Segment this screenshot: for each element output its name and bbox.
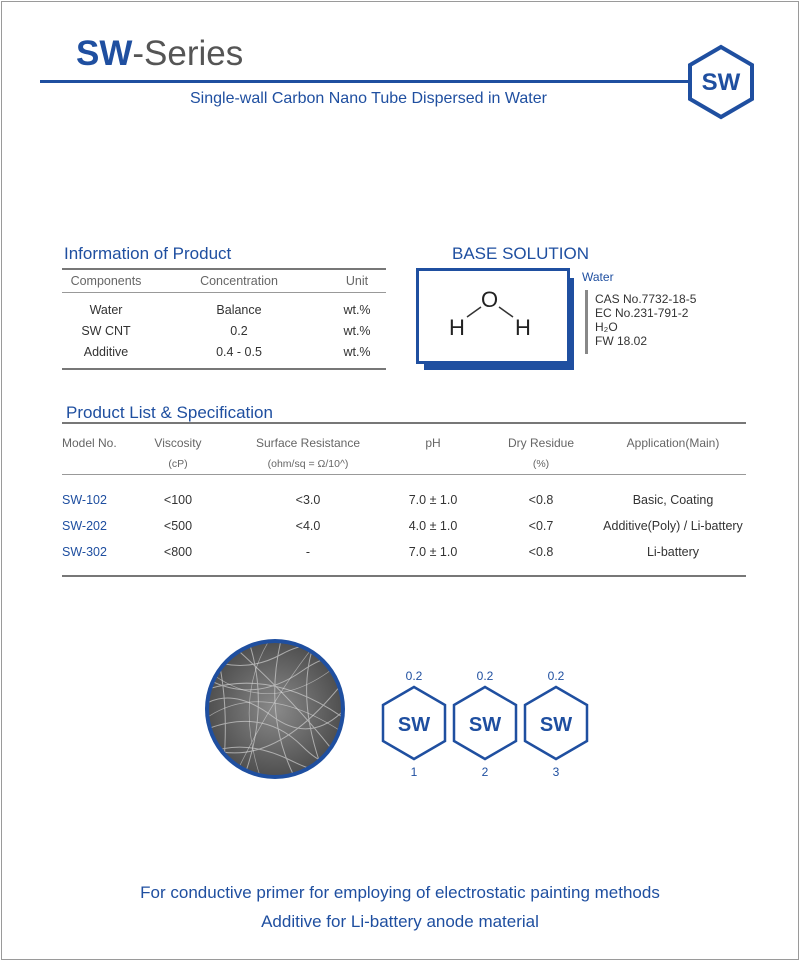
page-subtitle: Single-wall Carbon Nano Tube Dispersed in Water [190, 90, 547, 107]
model-name: SW-102 [62, 493, 107, 507]
product-section-title: Product List & Specification [66, 403, 273, 422]
dry-residue-cell: <0.8 [528, 545, 554, 559]
water-label: Water [582, 270, 614, 284]
formula-weight: FW 18.02 [595, 334, 648, 348]
application-cell: Li-battery [646, 545, 700, 559]
info-header-row [62, 270, 386, 292]
info-col-components: Components [70, 274, 142, 288]
table-row [62, 513, 746, 539]
base-section-title: BASE SOLUTION [452, 244, 589, 263]
sw-hexagon-1 [383, 669, 445, 779]
product-rule-mid [62, 474, 746, 475]
molecule-bonds [419, 271, 567, 361]
col-viscosity [124, 436, 232, 474]
dry-residue-cell: <0.8 [528, 493, 554, 507]
product-rule-bottom [62, 575, 746, 577]
sw-hexagon-group [378, 666, 598, 786]
resistance-cell: - [305, 545, 311, 559]
resistance-cell: <4.0 [295, 519, 321, 533]
info-cell: Balance [216, 302, 262, 317]
cnt-microscope-image [202, 636, 348, 782]
model-name: SW-202 [62, 519, 107, 533]
info-col-concentration: Concentration [200, 274, 278, 288]
col-resistance [232, 436, 384, 474]
hex-1-top: 0.2 [405, 669, 423, 683]
ec-number: EC No.231-791-2 [595, 306, 689, 320]
viscosity-cell: <100 [163, 493, 193, 507]
col-application-label: Application(Main) [626, 436, 720, 450]
col-viscosity-unit: (cP) [168, 458, 188, 470]
hex-3-top: 0.2 [547, 669, 565, 683]
col-dry-residue-label: Dry Residue [507, 436, 575, 450]
hydrogen-atom-left: H [449, 315, 465, 340]
hex-1-label: SW [397, 714, 431, 736]
application-cell: Additive(Poly) / Li-battery [603, 519, 743, 533]
hex-2-label: SW [468, 714, 502, 736]
footer-line-1: For conductive primer for employing of electrostatic painting methods [140, 883, 660, 902]
bond-left [467, 307, 481, 317]
page-title [76, 34, 243, 74]
col-viscosity-label: Viscosity [154, 436, 202, 450]
formula: H₂O [595, 320, 618, 334]
sw-hexagon-3 [525, 669, 587, 779]
model-name: SW-302 [62, 545, 107, 559]
col-ph-label: pH [425, 436, 441, 450]
sw-hexagon-logo [687, 44, 755, 120]
table-row [62, 487, 746, 513]
info-cell: wt.% [343, 344, 371, 359]
hex-3-label: SW [539, 714, 573, 736]
hex-3-bottom: 3 [552, 765, 560, 779]
sw-hexagon-2 [454, 669, 516, 779]
col-model-label: Model No. [62, 436, 117, 450]
col-ph [384, 436, 482, 474]
ph-cell: 7.0 ± 1.0 [408, 493, 458, 507]
water-molecule-box [416, 268, 570, 364]
resistance-cell: <3.0 [295, 493, 321, 507]
logo-text: SW [701, 69, 741, 96]
cas-number: CAS No.7732-18-5 [595, 292, 697, 306]
info-section-title: Information of Product [64, 244, 232, 263]
info-row [62, 320, 386, 341]
viscosity-cell: <500 [163, 519, 193, 533]
cas-divider [585, 290, 588, 354]
ph-cell: 7.0 ± 1.0 [408, 545, 458, 559]
application-cell: Basic, Coating [632, 493, 714, 507]
ph-cell: 4.0 ± 1.0 [408, 519, 458, 533]
info-rule-bottom [62, 368, 386, 370]
bond-right [499, 307, 513, 317]
title-rest: -Series [132, 34, 244, 73]
product-header-row [62, 424, 746, 474]
header-rule [40, 80, 730, 83]
info-cell: Additive [83, 344, 129, 359]
col-resistance-unit: (ohm/sq = Ω/10^) [267, 458, 349, 470]
col-dry-residue [482, 436, 600, 474]
col-application [600, 436, 746, 474]
footer-line-2: Additive for Li-battery anode material [261, 912, 539, 931]
info-cell: Water [89, 302, 123, 317]
info-cell: SW CNT [81, 323, 131, 338]
title-bold: SW [76, 34, 133, 73]
info-cell: wt.% [343, 302, 371, 317]
col-dry-residue-unit: (%) [532, 458, 550, 470]
nanotube-texture [202, 636, 348, 782]
info-row [62, 299, 386, 320]
cas-info [595, 292, 696, 348]
hex-2-top: 0.2 [476, 669, 494, 683]
dry-residue-cell: <0.7 [528, 519, 554, 533]
info-table [62, 268, 386, 370]
hydrogen-atom-right: H [515, 315, 531, 340]
oxygen-atom: O [481, 287, 499, 312]
hex-2-bottom: 2 [481, 765, 489, 779]
col-resistance-label: Surface Resistance [255, 436, 361, 450]
col-model [62, 436, 124, 474]
info-cell: wt.% [343, 323, 371, 338]
info-col-unit: Unit [345, 274, 369, 288]
info-row [62, 341, 386, 362]
table-row [62, 539, 746, 565]
viscosity-cell: <800 [163, 545, 193, 559]
product-table [62, 422, 746, 577]
hex-1-bottom: 1 [410, 765, 418, 779]
info-cell: 0.4 - 0.5 [216, 344, 262, 359]
info-cell: 0.2 [230, 323, 248, 338]
